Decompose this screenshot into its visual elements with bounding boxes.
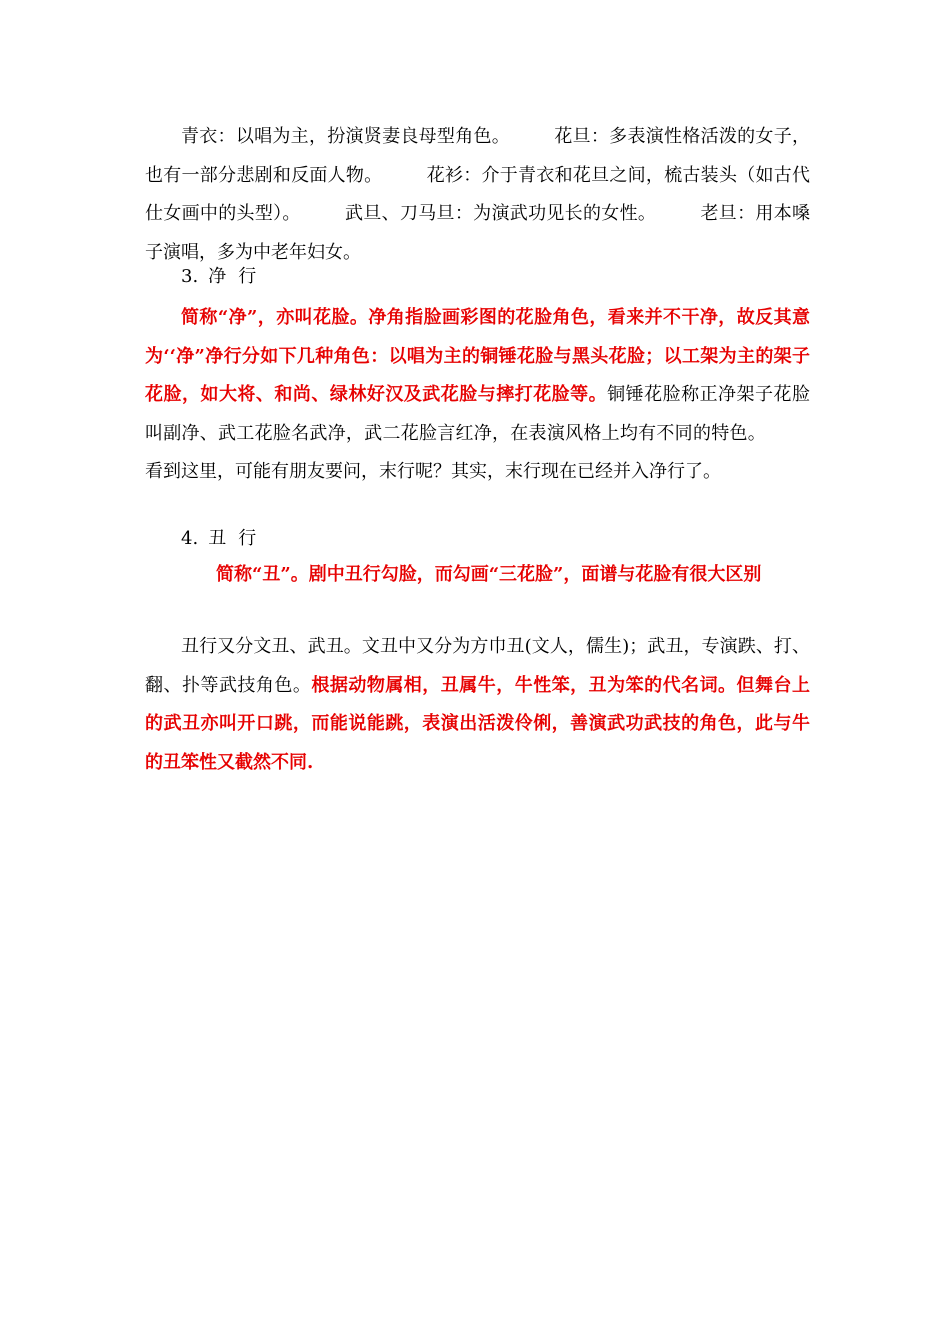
dan-roles-paragraph <box>145 118 810 272</box>
chou-heading-title-1: 丑 <box>208 528 227 549</box>
chou-heading-number: 4. <box>181 528 199 549</box>
jing-paragraph <box>145 299 810 492</box>
jing-heading-number: 3. <box>181 266 199 287</box>
jing-highlight-text: 简称“净”，亦叫花脸。净角指脸画彩图的花脸角色，看来并不干净，故反其意为‘‘净”净行分如下几种角色：以唱为主的铜锤花脸与黑头花脸；以工架为主的架子花脸，如大将、和尚、绿林好汉及武花脸与摔打花脸等。 <box>145 307 810 405</box>
jing-heading-title-1: 净 <box>208 266 227 287</box>
chou-highlight-text: 根据动物属相，丑属牛，牛性笨，丑为笨的代名词。但舞台上的武丑亦叫开口跳，而能说能跳，表演出活泼伶俐，善演武功武技的角色，此与牛的丑笨性又截然不同. <box>145 674 811 773</box>
chou-heading <box>181 525 256 553</box>
jing-body-text: 铜锤花脸称正净架子花脸叫副净、武工花脸名武净，武二花脸言红净，在表演风格上均有不同的特色。 <box>145 384 810 444</box>
wudan-text: 武旦、刀马旦：为演武功见长的女性。 <box>344 203 657 224</box>
chou-heading-title-2: 行 <box>238 528 257 549</box>
jing-heading-title-2: 行 <box>238 266 257 287</box>
jing-note-text: 看到这里，可能有朋友要问，末行呢？其实，末行现在已经并入净行了。 <box>145 461 721 482</box>
jing-heading <box>181 263 256 291</box>
qingyi-text: 青衣：以唱为主，扮演贤妻良母型角色。 <box>181 126 511 147</box>
huadan-text: 花旦：多表演性格活泼的女子，也有一部分悲剧和反面人物。 <box>145 126 810 186</box>
huashan-text: 花衫：介于青衣和花旦之间，梳古装头（如古代仕女画中的头型）。 <box>145 164 811 224</box>
chou-paragraph <box>145 628 810 782</box>
laodan-text: 老旦：用本嗓子演唱，多为中老年妇女。 <box>145 203 811 263</box>
chou-intro-line: 简称“丑”。剧中丑行勾脸，而勾画“三花脸”，面谱与花脸有很大区别 <box>216 564 762 585</box>
chou-body-text: 丑行又分文丑、武丑。文丑中又分为方巾丑(文人，儒生)；武丑，专演跌、打、翻、扑等武技角色。 <box>145 636 810 696</box>
